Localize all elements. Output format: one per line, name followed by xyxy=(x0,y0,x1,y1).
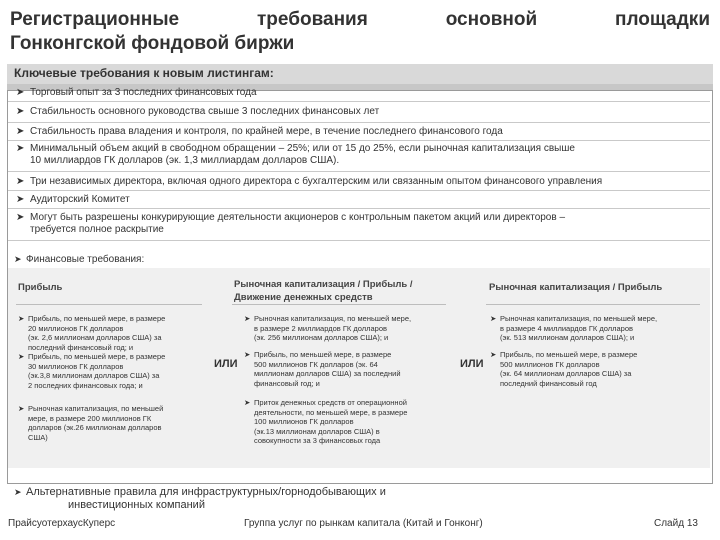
requirement-text: Торговый опыт за 3 последних финансовых года xyxy=(30,87,257,98)
requirement-row xyxy=(8,87,710,102)
arrow-bullet-icon: ➤ xyxy=(14,487,22,497)
cap-profit-criterion: ➤ Прибыль, по меньшей мере, в размере 500 миллионов ГК долларов (эк. 64 миллионам долларов США) за последний финансовый год xyxy=(490,350,638,388)
cap-profit-cash-criterion: ➤ Рыночная капитализация, по меньшей мере, в размере 2 миллиардов ГК долларов (эк. 256 миллионам долларов США); и xyxy=(244,314,412,342)
arrow-bullet-icon: ➤ xyxy=(244,314,251,323)
column-divider xyxy=(232,304,446,305)
col-profit-title: Прибыль xyxy=(18,282,63,293)
title-word: требования xyxy=(257,9,368,30)
col-cap-profit-cash-title: Рыночная капитализация / Прибыль / Движение денежных средств xyxy=(234,279,413,303)
arrow-bullet-icon: ➤ xyxy=(16,212,25,223)
arrow-bullet-icon: ➤ xyxy=(16,87,25,98)
or-label: ИЛИ xyxy=(460,358,484,370)
section-band-label: Ключевые требования к новым листингам: xyxy=(14,66,274,80)
requirement-text: Аудиторский Комитет xyxy=(30,194,130,205)
col-cap-profit-title: Рыночная капитализация / Прибыль xyxy=(489,282,663,293)
profit-criterion: ➤ Прибыль, по меньшей мере, в размере 30 миллионов ГК долларов (эк.3,8 миллионам долларов США) за 2 последних финансовых года; и xyxy=(18,352,166,390)
requirement-text: Стабильность основного руководства свыше 3 последних финансовых лет xyxy=(30,106,380,117)
column-divider xyxy=(16,304,202,305)
alternative-rules-note: ➤ Альтернативные правила для инфраструктурных/горнодобывающих и инвестиционных компаний xyxy=(14,486,386,511)
profit-criterion: ➤ Рыночная капитализация, по меньшей мере, в размере 200 миллионов ГК долларов (эк.26 миллионам долларов США) xyxy=(18,404,164,442)
title-line2: Гонконгской фондовой биржи xyxy=(10,33,295,54)
requirement-row xyxy=(8,143,710,172)
requirement-text: требуется полное раскрытие xyxy=(30,224,164,235)
requirement-row xyxy=(8,176,710,191)
cap-profit-cash-criterion: ➤ Приток денежных средств от операционной деятельности, по меньшей мере, в размере 100 миллионов ГК долларов (эк.13 миллионам долларов США) в совокупности за 3 финансовых года xyxy=(244,398,408,445)
arrow-bullet-icon: ➤ xyxy=(16,126,25,137)
cap-profit-criterion: ➤ Рыночная капитализация, по меньшей мере, в размере 4 миллиардов ГК долларов (эк. 513 миллионам долларов США); и xyxy=(490,314,658,342)
arrow-bullet-icon: ➤ xyxy=(244,350,251,359)
arrow-bullet-icon: ➤ xyxy=(18,404,25,413)
column-divider xyxy=(486,304,700,305)
arrow-bullet-icon: ➤ xyxy=(14,254,22,264)
or-label: ИЛИ xyxy=(214,358,238,370)
requirement-text: Три независимых директора, включая одного директора с бухгалтерским или связанным опытом финансового управления xyxy=(30,176,603,187)
arrow-bullet-icon: ➤ xyxy=(490,350,497,359)
arrow-bullet-icon: ➤ xyxy=(16,106,25,117)
title-word: Регистрационные xyxy=(10,9,180,30)
arrow-bullet-icon: ➤ xyxy=(16,176,25,187)
financial-heading: ➤ Финансовые требования: xyxy=(14,254,145,265)
arrow-bullet-icon: ➤ xyxy=(16,143,25,154)
footer-company: ПрайсуотерхаусКуперс xyxy=(8,518,116,529)
requirement-row xyxy=(8,106,710,123)
title-word: основной xyxy=(445,9,538,30)
title-word: площадки xyxy=(615,9,710,30)
requirement-row xyxy=(8,194,710,209)
requirement-text: Стабильность права владения и контроля, по крайней мере, в течение последнего финансового года xyxy=(30,126,503,137)
requirement-text: 10 миллиардов ГК долларов (эк. 1,3 миллиардам долларов США). xyxy=(30,155,340,166)
cap-profit-cash-criterion: ➤ Прибыль, по меньшей мере, в размере 500 миллионов ГК долларов (эк. 64 миллионам долларов США) за последний финансовый год; и xyxy=(244,350,401,388)
arrow-bullet-icon: ➤ xyxy=(490,314,497,323)
requirement-row xyxy=(8,212,710,241)
requirement-text: Могут быть разрешены конкурирующие деятельности акционеров с контрольным пакетом акций или директоров – xyxy=(30,212,566,223)
footer-group: Группа услуг по рынкам капитала (Китай и Гонконг) xyxy=(244,518,483,529)
requirement-text: Минимальный объем акций в свободном обращении – 25%; или от 15 до 25%, если рыночная капитализация свыше xyxy=(30,143,575,154)
slide-title xyxy=(10,8,710,56)
profit-criterion: ➤ Прибыль, по меньшей мере, в размере 20 миллионов ГК долларов (эк. 2,6 миллионам долларов США) за последний финансовый год; и xyxy=(18,314,166,352)
arrow-bullet-icon: ➤ xyxy=(18,352,25,361)
arrow-bullet-icon: ➤ xyxy=(18,314,25,323)
arrow-bullet-icon: ➤ xyxy=(244,398,251,407)
arrow-bullet-icon: ➤ xyxy=(16,194,25,205)
requirement-row xyxy=(8,126,710,141)
footer-slide-number: Слайд 13 xyxy=(654,518,698,529)
